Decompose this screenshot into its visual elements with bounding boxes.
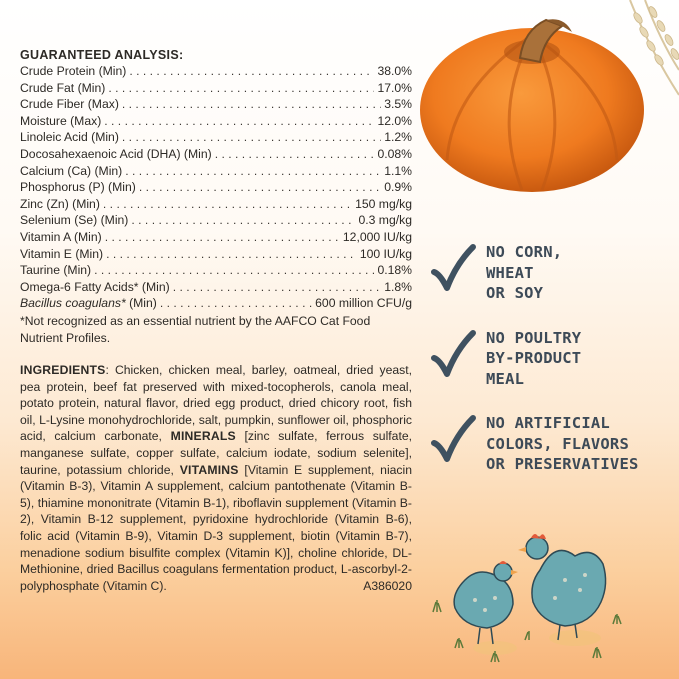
vitamins-heading: VITAMINS (179, 462, 239, 477)
guaranteed-analysis-title: GUARANTEED ANALYSIS: (20, 48, 184, 62)
analysis-row: Phosphorus (P) (Min) . . . 0.9% (20, 179, 412, 196)
pumpkin-image (412, 0, 652, 200)
analysis-row: Vitamin A (Min) . . . 12,000 IU/kg (20, 229, 412, 246)
analysis-row: Taurine (Min) . . . 0.18% (20, 262, 412, 279)
claims-list (430, 242, 670, 499)
analysis-row: Crude Fiber (Max) . . . 3.5% (20, 96, 412, 113)
ingredients-heading: INGREDIENTS (20, 363, 106, 378)
analysis-row: Linoleic Acid (Min) . . . 1.2% (20, 129, 412, 146)
analysis-row: Vitamin E (Min) . . . 100 IU/kg (20, 246, 412, 263)
claim-no-poultry-by-product: NO POULTRY BY-PRODUCT MEAL (430, 328, 670, 390)
guaranteed-analysis-table (20, 63, 412, 312)
analysis-row: Bacillus coagulans* (Min) . . . 600 million CFU/g (20, 295, 412, 312)
footnote: *Not recognized as an essential nutrient by the AAFCO Cat Food Nutrient Profiles. (20, 313, 371, 345)
product-code: A386020 (363, 578, 412, 593)
nutrition-panel (20, 48, 412, 594)
checkmark-icon (430, 244, 476, 294)
claim-no-artificial: NO ARTIFICIAL COLORS, FLAVORS OR PRESERVATIVES (430, 413, 670, 475)
analysis-row: Docosahexaenoic Acid (DHA) (Min) . . . 0.08% (20, 146, 412, 163)
checkmark-icon (430, 330, 476, 380)
analysis-row: Omega-6 Fatty Acids* (Min) . . . 1.8% (20, 279, 412, 296)
analysis-row: Calcium (Ca) (Min) . . . 1.1% (20, 163, 412, 180)
analysis-row: Crude Fat (Min) . . . 17.0% (20, 80, 412, 97)
minerals-heading: MINERALS (170, 429, 236, 444)
analysis-row: Zinc (Zn) (Min) . . . 150 mg/kg (20, 196, 412, 213)
chickens-illustration (425, 520, 625, 670)
analysis-row: Selenium (Se) (Min) . . . 0.3 mg/kg (20, 212, 412, 229)
checkmark-icon (430, 415, 476, 465)
analysis-row: Moisture (Max) . . . 12.0% (20, 113, 412, 130)
analysis-row: Crude Protein (Min) . . . 38.0% (20, 63, 412, 80)
ingredients-text: INGREDIENTS: Chicken, chicken meal, barley, oatmeal, dried yeast, pea protein, beef fat preserved with mixed-tocopherols, canola meal, potato protein, natural flavor, dried egg product, dried chicory root, fish oil, L-Lysine monohydrochloride, salt, pumpkin, sunflower oil, phosphoric acid, calcium carbonate, MINERALS [zinc sulfate, ferrous sulfate, manganese sulfate, copper sulfate, calcium iodate, sodium selenite], taurine, potassium chloride, VITAMINS [Vitamin E supplement, niacin (Vitamin B-3), Vitamin A supplement, calcium pantothenate (Vitamin B-5), thiamine mononitrate (Vitamin B-1), riboflavin supplement (Vitamin B-2), Vitamin B-12 supplement, pyridoxine hydrochloride (Vitamin B-6), folic acid (Vitamin B-9), Vitamin D-3 supplement, biotin (Vitamin B-7), menadione sodium bisulfite complex (Vitamin K)], choline chloride, DL-Methionine, dried Bacillus coagulans fermentation product, L-ascorbyl-2-polyphosphate (Vitamin C). A386020 (20, 363, 413, 593)
claim-no-corn: NO CORN, WHEAT OR SOY (430, 242, 670, 304)
